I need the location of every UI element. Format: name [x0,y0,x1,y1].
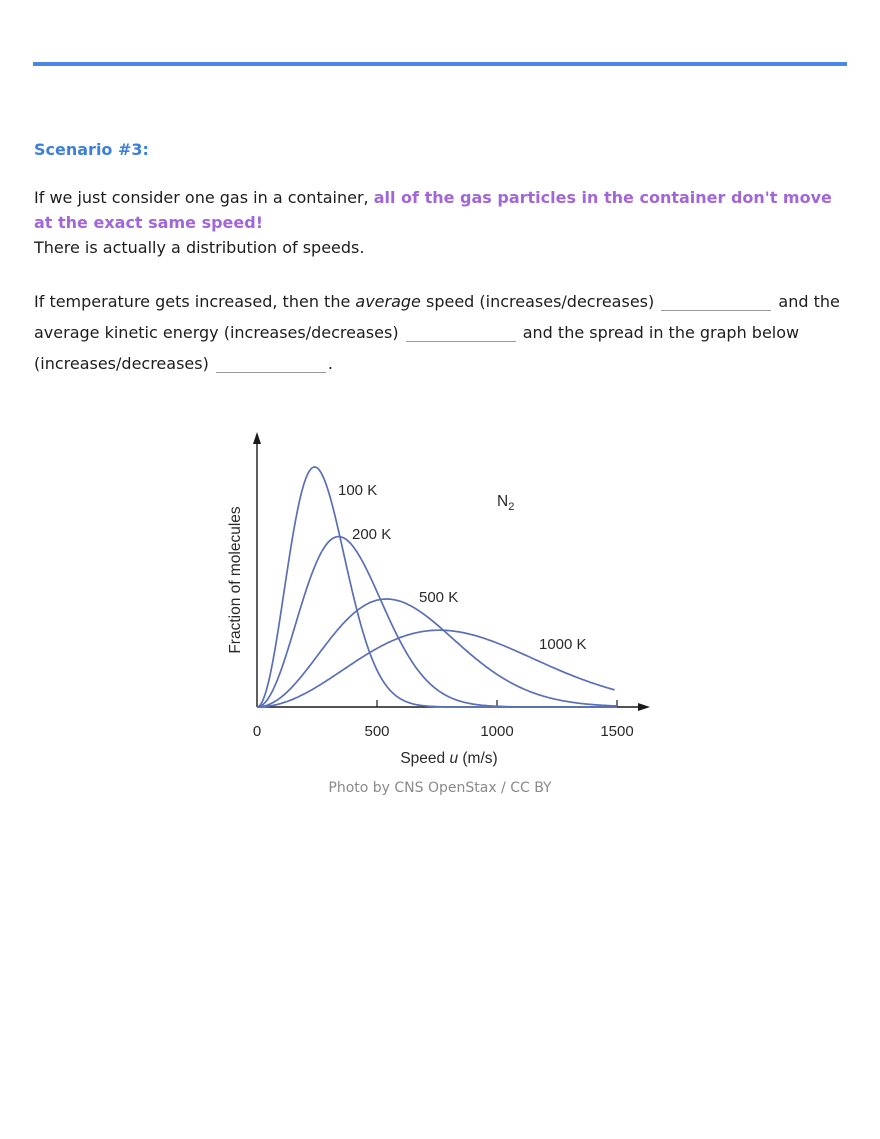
x-axis-label: Speed u (m/s) [400,750,498,767]
intro-text: If we just consider one gas in a container, [34,188,374,207]
scenario-heading: Scenario #3: [34,140,149,159]
y-axis-arrow [253,432,261,444]
n2-annotation: $N_2$ [497,493,515,513]
x-tick-label-1500: 1500 [600,723,634,740]
question-part3: and the average kinetic energy (increases/decreases) [34,292,840,342]
average-word: average [355,292,421,311]
curve-200k [257,537,617,707]
photo-caption: Photo by CNS OpenStax / CC BY [328,780,552,796]
chart-curves [257,467,617,707]
blank-kinetic-energy[interactable] [406,325,516,342]
series-label-500k: 500 K [419,589,459,606]
series-label-100k: 100 K [338,482,378,499]
speed-distribution-figure [222,425,662,775]
paragraph-intro [34,185,846,260]
emphasis-text: all of the gas particles in the container don't move at the exact same speed! [34,188,832,232]
paragraph-question [34,286,846,379]
blank-spread[interactable] [216,356,326,373]
x-tick-label-1000: 1000 [480,723,514,740]
distribution-text: There is actually a distribution of speeds. [34,238,365,257]
series-label-200k: 200 K [352,526,392,543]
question-end: . [327,354,334,373]
x-axis-arrow [638,703,650,711]
speed-distribution-chart [222,425,662,775]
question-part1: If temperature gets increased, then the [34,292,356,311]
x-tick-label-0: 0 [252,723,262,740]
top-rule [33,62,847,66]
chart-labels [227,482,634,767]
x-tick-label-500: 500 [364,723,390,740]
y-axis-label: Fraction of molecules [227,506,244,654]
series-label-1000k: 1000 K [539,636,587,653]
blank-average-speed[interactable] [661,294,771,311]
question-part4: and the spread in the graph below (increases/decreases) [34,323,800,373]
question-part2: speed (increases/decreases) [420,292,660,311]
